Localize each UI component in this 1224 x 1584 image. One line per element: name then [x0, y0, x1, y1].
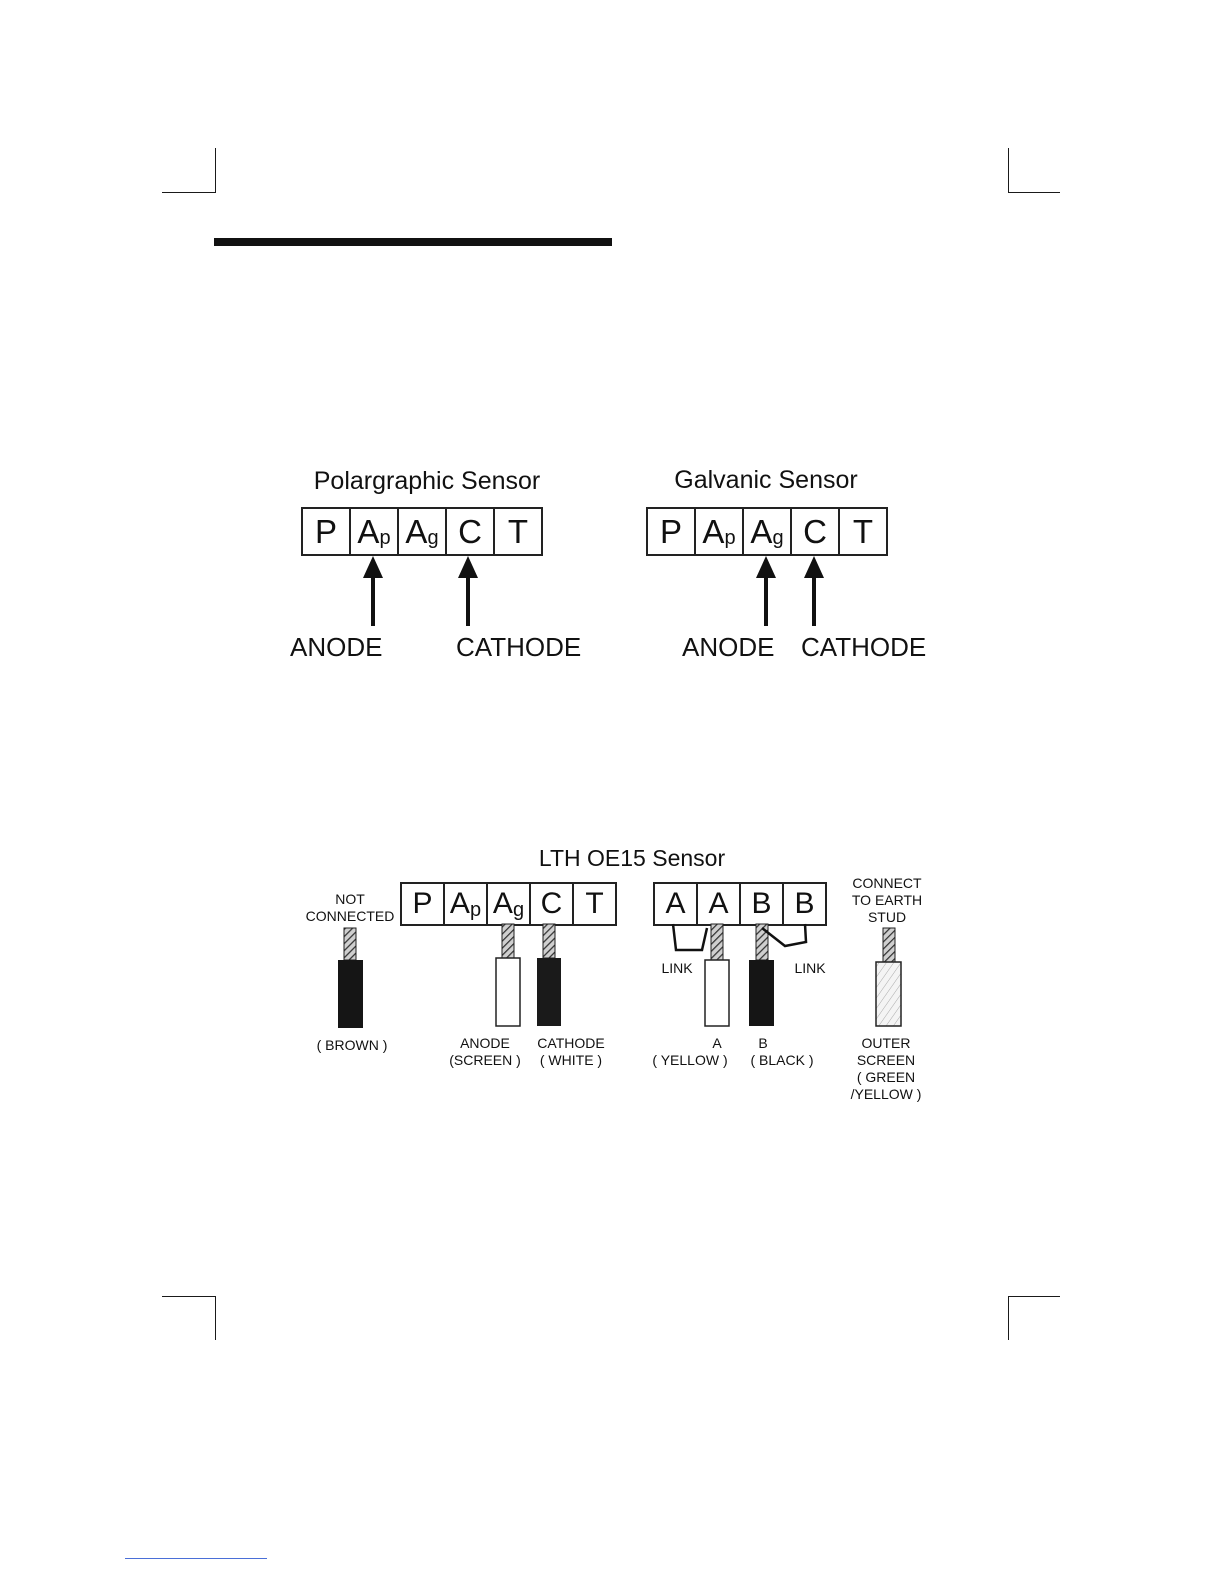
b-wire-insulation: [749, 960, 774, 1026]
polarographic-anode-label: ANODE: [290, 632, 383, 662]
terminal-c: C: [447, 509, 495, 554]
a-wire-insulation: [705, 960, 729, 1026]
terminal-c: C: [792, 509, 840, 554]
anode-wire-insulation: [496, 958, 520, 1026]
terminal-ag: A $_g$: [488, 884, 531, 924]
anode-screen-label: ANODE (SCREEN ): [449, 1035, 521, 1068]
galvanic-anode-label: ANODE: [682, 632, 775, 662]
a-wire-core: [711, 924, 723, 960]
outer-screen-label: OUTER SCREEN ( GREEN /YELLOW ): [850, 1035, 922, 1102]
cathode-white-label: CATHODE ( WHITE ): [537, 1035, 605, 1068]
brown-wire-core: [344, 928, 356, 960]
terminal-c: C: [531, 884, 574, 924]
cathode-wire-core: [543, 924, 555, 958]
anode-wire-core: [502, 924, 514, 958]
terminal-ag: A $_g$: [399, 509, 447, 554]
terminal-b2: B: [794, 887, 815, 920]
terminal-p: P: [402, 884, 445, 924]
terminal-a1: A: [655, 884, 698, 924]
terminal-a2: A: [698, 884, 741, 924]
link-left-label: LINK: [661, 960, 693, 976]
link-right-label: LINK: [794, 960, 826, 976]
terminal-ap: A $_p$: [351, 509, 399, 554]
terminal-ap: A $_p$: [696, 509, 744, 554]
terminal-b1: B: [741, 884, 784, 924]
terminal-ag: A $_g$: [744, 509, 792, 554]
cathode-wire-insulation: [537, 958, 561, 1026]
not-connected-label: NOT CONNECTED: [305, 891, 395, 924]
terminal-t: T: [852, 513, 874, 550]
link-a-wire: [673, 924, 707, 950]
earth-wire-core: [883, 928, 895, 962]
lth-title: LTH OE15 Sensor: [538, 845, 726, 871]
black-wire-label: B ( BLACK ): [750, 1035, 814, 1068]
yellow-wire-label: A ( YELLOW ): [652, 1035, 728, 1068]
polarographic-cathode-label: CATHODE: [456, 632, 582, 662]
polarographic-title: Polargraphic Sensor: [313, 467, 541, 495]
brown-wire-insulation: [338, 960, 363, 1028]
galvanic-cathode-label: CATHODE: [801, 632, 927, 662]
link-b-wire: [762, 924, 806, 946]
earth-stud-label: CONNECT TO EARTH STUD: [851, 875, 923, 925]
terminal-p: P: [303, 509, 351, 554]
terminal-t: T: [507, 513, 529, 550]
outer-screen-insulation: [876, 962, 901, 1026]
terminal-ap: A $_p$: [445, 884, 488, 924]
terminal-t: T: [585, 887, 604, 920]
terminal-p: P: [648, 509, 696, 554]
galvanic-title: Galvanic Sensor: [674, 466, 858, 494]
brown-label: ( BROWN ): [316, 1037, 388, 1053]
